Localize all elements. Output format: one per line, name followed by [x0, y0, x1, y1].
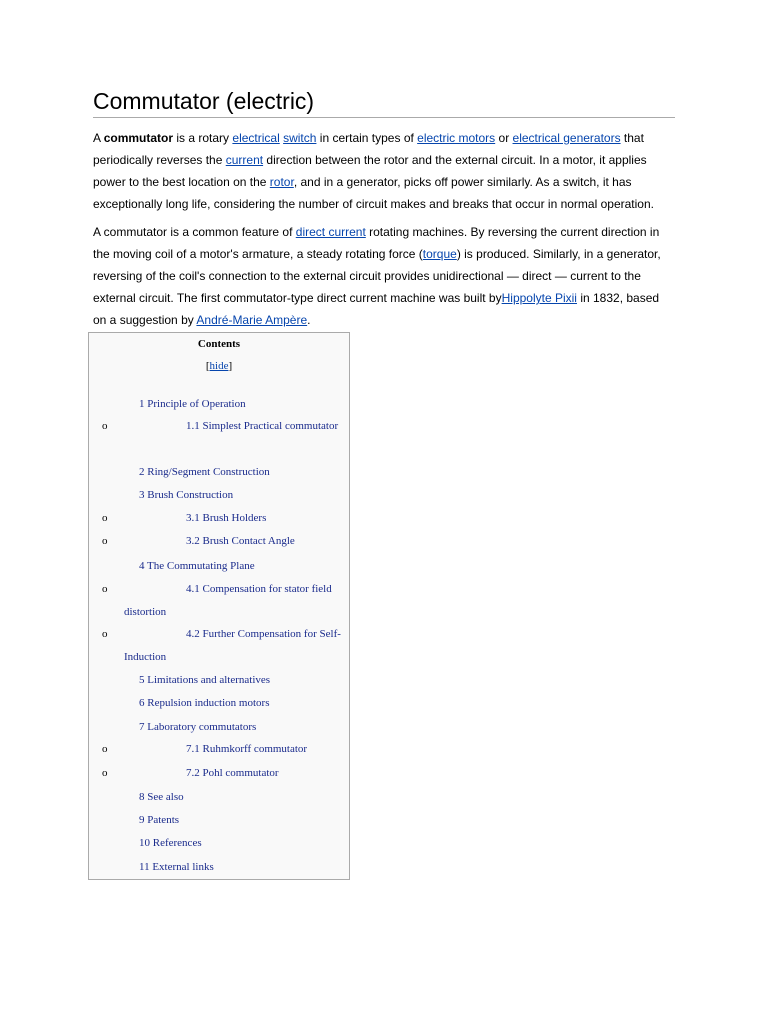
toc-item-1[interactable]: 1 Principle of Operation — [139, 398, 246, 410]
link-electric-motors[interactable]: electric motors — [417, 131, 496, 145]
link-electrical[interactable]: electrical — [232, 131, 280, 145]
toc-hide-link[interactable]: hide — [209, 360, 229, 372]
toc-title: Contents — [197, 338, 241, 350]
toc-bullet: o — [102, 767, 108, 779]
intro-paragraph: A commutator is a rotary electrical switch in certain types of electric motors or electrical generators that periodically reverses the current direction between the rotor and the external circuit. In a motor, it applies power to the best location on the rotor, and in a generator, picks off power similarly. As a switch, it has exceptionally long life, considering the number of circuit makes and breaks that occur in normal operation. — [93, 131, 654, 211]
toc-hide-control: [hide] — [205, 360, 233, 372]
link-torque[interactable]: torque — [422, 247, 457, 261]
toc-item-3-1[interactable]: 3.1 Brush Holders — [186, 512, 267, 524]
toc-item-1-1[interactable]: 1.1 Simplest Practical commutator — [186, 420, 339, 432]
toc-bullet: o — [102, 583, 108, 595]
toc-bullet: o — [102, 420, 108, 432]
toc-item-11[interactable]: 11 External links — [139, 861, 214, 873]
toc-item-4-2[interactable]: 4.2 Further Compensation for Self-Induction — [124, 628, 341, 663]
link-hippolyte-pixii[interactable]: Hippolyte Pixii — [501, 291, 577, 305]
link-switch[interactable]: switch — [283, 131, 317, 145]
link-rotor[interactable]: rotor — [269, 175, 294, 189]
history-paragraph: A commutator is a common feature of direct current rotating machines. By reversing the current direction in the moving coil of a motor's armature, a steady rotating force (torque) is produced. Similarly, in a generator, reversing of the coil's connection to the external circuit provides unidirectional — direct — current to the external circuit. The first commutator-type direct current machine was built byHippolyte Pixii in 1832, based on a suggestion by André-Marie Ampère. — [93, 225, 661, 327]
toc-item-8[interactable]: 8 See also — [139, 791, 184, 803]
link-direct-current[interactable]: direct current — [295, 225, 366, 239]
toc-item-9[interactable]: 9 Patents — [139, 814, 180, 826]
toc-bullet: o — [102, 512, 108, 524]
bold-term-commutator: commutator — [103, 131, 174, 145]
article — [93, 86, 675, 331]
link-current[interactable]: current — [225, 153, 264, 167]
toc-bullet: o — [102, 535, 108, 547]
toc-item-5[interactable]: 5 Limitations and alternatives — [139, 674, 271, 686]
toc-item-4[interactable]: 4 The Commutating Plane — [139, 560, 255, 572]
toc-item-3[interactable]: 3 Brush Construction — [139, 489, 234, 501]
toc-item-10[interactable]: 10 References — [139, 837, 202, 849]
toc-item-7-2[interactable]: 7.2 Pohl commutator — [186, 767, 279, 779]
toc-item-4-1[interactable]: 4.1 Compensation for stator field distortion — [124, 583, 332, 618]
table-of-contents — [88, 332, 350, 880]
toc-bullet: o — [102, 743, 108, 755]
toc-item-2[interactable]: 2 Ring/Segment Construction — [139, 466, 270, 478]
toc-bullet: o — [102, 628, 108, 640]
toc-item-3-2[interactable]: 3.2 Brush Contact Angle — [186, 535, 295, 547]
toc-item-7-1[interactable]: 7.1 Ruhmkorff commutator — [186, 743, 308, 755]
toc-item-7[interactable]: 7 Laboratory commutators — [139, 721, 257, 733]
toc-item-6[interactable]: 6 Repulsion induction motors — [139, 697, 270, 709]
page-title: Commutator (electric) — [93, 86, 675, 118]
link-andre-marie-ampere[interactable]: André-Marie Ampère — [196, 313, 308, 327]
link-electrical-generators[interactable]: electrical generators — [512, 131, 621, 145]
